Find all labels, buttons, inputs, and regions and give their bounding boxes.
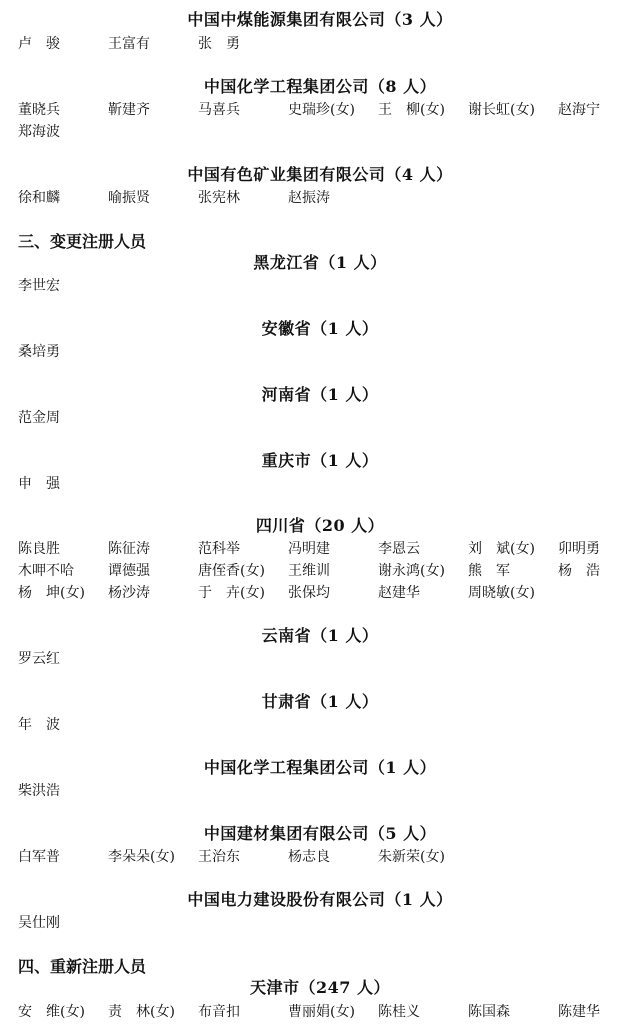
person-name: 卢 骏 bbox=[18, 36, 60, 52]
group-heading: 黑龙江省（1 人） bbox=[253, 253, 387, 272]
person-name: 王维训 bbox=[288, 563, 330, 579]
person-name: 范科举 bbox=[198, 541, 240, 557]
person-name: 责 林(女) bbox=[108, 1004, 175, 1020]
person-name: 杨志良 bbox=[288, 849, 330, 865]
name-row bbox=[18, 1002, 622, 1022]
person-name: 于 卉(女) bbox=[198, 585, 265, 601]
group-heading: 安徽省（1 人） bbox=[261, 319, 379, 338]
person-name: 冯明建 bbox=[288, 541, 330, 557]
name-row bbox=[18, 781, 622, 801]
person-name: 郑海波 bbox=[18, 124, 60, 140]
section-title: 三、变更注册人员 bbox=[18, 232, 147, 251]
group-heading: 河南省（1 人） bbox=[261, 385, 379, 404]
name-row bbox=[18, 583, 622, 603]
name-row bbox=[18, 561, 622, 581]
name-row bbox=[18, 276, 622, 296]
name-row bbox=[18, 34, 622, 54]
person-name: 张保均 bbox=[288, 585, 330, 601]
name-row bbox=[18, 188, 622, 208]
group-heading: 四川省（20 人） bbox=[255, 516, 385, 535]
person-name: 靳建齐 bbox=[108, 102, 150, 118]
group-heading: 中国电力建设股份有限公司（1 人） bbox=[187, 890, 453, 909]
person-name: 赵海宁 bbox=[558, 102, 600, 118]
group-heading: 中国化学工程集团公司（8 人） bbox=[203, 77, 437, 96]
person-name: 安 维(女) bbox=[18, 1004, 85, 1020]
person-name: 史瑞珍(女) bbox=[288, 102, 355, 118]
person-name: 喻振贤 bbox=[108, 190, 150, 206]
person-name: 唐侄香(女) bbox=[198, 563, 265, 579]
name-row bbox=[18, 649, 622, 669]
person-name: 谢长虹(女) bbox=[468, 102, 535, 118]
person-name: 年 波 bbox=[18, 717, 60, 733]
group-heading: 重庆市（1 人） bbox=[261, 451, 379, 470]
name-row bbox=[18, 715, 622, 735]
person-name: 柴洪浩 bbox=[18, 783, 60, 799]
name-row bbox=[18, 122, 622, 142]
group-heading: 云南省（1 人） bbox=[261, 626, 379, 645]
person-name: 陈征涛 bbox=[108, 541, 150, 557]
person-name: 罗云红 bbox=[18, 651, 60, 667]
name-row bbox=[18, 474, 622, 494]
person-name: 陈桂义 bbox=[378, 1004, 420, 1020]
person-name: 木呷不哈 bbox=[18, 563, 74, 579]
person-name: 徐和麟 bbox=[18, 190, 60, 206]
person-name: 李朵朵(女) bbox=[108, 849, 175, 865]
person-name: 李世宏 bbox=[18, 278, 60, 294]
person-name: 李恩云 bbox=[378, 541, 420, 557]
person-name: 杨 坤(女) bbox=[18, 585, 85, 601]
name-row bbox=[18, 847, 622, 867]
group-heading: 中国中煤能源集团有限公司（3 人） bbox=[187, 10, 453, 29]
person-name: 谢永鸿(女) bbox=[378, 563, 445, 579]
person-name: 王富有 bbox=[108, 36, 150, 52]
person-name: 董晓兵 bbox=[18, 102, 60, 118]
person-name: 赵振涛 bbox=[288, 190, 330, 206]
group-heading: 中国建材集团有限公司（5 人） bbox=[203, 824, 437, 843]
section-title: 四、重新注册人员 bbox=[18, 957, 147, 976]
person-name: 熊 军 bbox=[468, 563, 510, 579]
person-name: 杨沙涛 bbox=[108, 585, 150, 601]
person-name: 卯明勇 bbox=[558, 541, 600, 557]
person-name: 马喜兵 bbox=[198, 102, 240, 118]
person-name: 范金周 bbox=[18, 410, 60, 426]
person-name: 王治东 bbox=[198, 849, 240, 865]
person-name: 陈国森 bbox=[468, 1004, 510, 1020]
person-name: 桑培勇 bbox=[18, 344, 60, 360]
person-name: 张 勇 bbox=[198, 36, 240, 52]
person-name: 布音扣 bbox=[198, 1004, 240, 1020]
person-name: 曹丽娟(女) bbox=[288, 1004, 355, 1020]
name-row bbox=[18, 539, 622, 559]
name-row bbox=[18, 408, 622, 428]
person-name: 陈建华 bbox=[558, 1004, 600, 1020]
person-name: 刘 斌(女) bbox=[468, 541, 535, 557]
person-name: 谭德强 bbox=[108, 563, 150, 579]
name-row bbox=[18, 913, 622, 933]
person-name: 张宪林 bbox=[198, 190, 240, 206]
group-heading: 天津市（247 人） bbox=[250, 978, 390, 997]
person-name: 陈良胜 bbox=[18, 541, 60, 557]
person-name: 申 强 bbox=[18, 476, 60, 492]
person-name: 朱新荣(女) bbox=[378, 849, 445, 865]
person-name: 吴仕刚 bbox=[18, 915, 60, 931]
group-heading: 中国有色矿业集团有限公司（4 人） bbox=[187, 165, 453, 184]
group-heading: 甘肃省（1 人） bbox=[261, 692, 379, 711]
person-name: 王 柳(女) bbox=[378, 102, 445, 118]
group-heading: 中国化学工程集团公司（1 人） bbox=[203, 758, 437, 777]
name-row bbox=[18, 342, 622, 362]
name-row bbox=[18, 100, 622, 120]
person-name: 杨 浩 bbox=[558, 563, 600, 579]
person-name: 周晓敏(女) bbox=[468, 585, 535, 601]
person-name: 白军普 bbox=[18, 849, 60, 865]
person-name: 赵建华 bbox=[378, 585, 420, 601]
